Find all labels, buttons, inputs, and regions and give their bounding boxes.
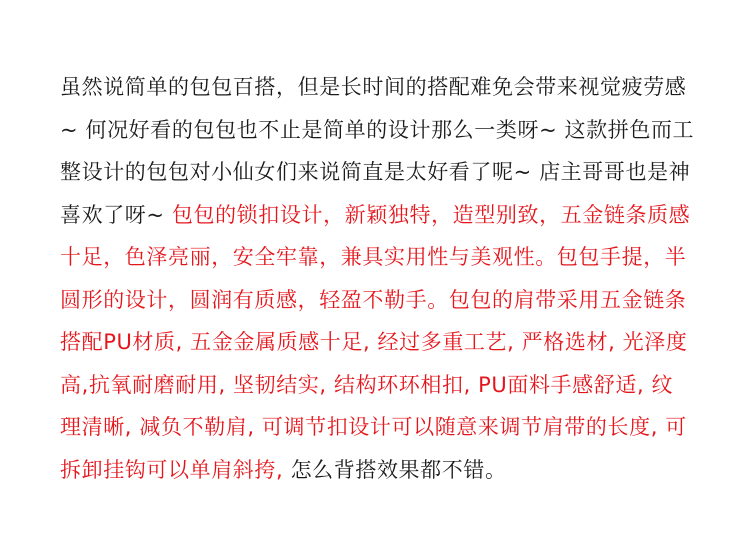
text-line <box>60 66 700 109</box>
closing-text-segment: 怎么背搭效果都不错。 <box>290 457 507 482</box>
text-line <box>60 406 700 449</box>
description-paragraph <box>60 66 700 491</box>
text-segment: 喜欢了呀~ <box>60 202 172 227</box>
text-segment: ~ 何况好看的包包也不止是简单的设计那么一类呀~ 这款拼色而工 <box>60 117 695 142</box>
text-line <box>60 449 700 492</box>
text-line <box>60 279 700 322</box>
highlight-segment: 圆形的设计，圆润有质感，轻盈不勒手。包包的肩带采用五金链条 <box>60 287 687 312</box>
text-line <box>60 194 700 237</box>
highlight-segment: 高,抗氧耐磨耐用, 坚韧结实, 结构环环相扣, PU面料手感舒适, 纹 <box>60 372 674 397</box>
highlight-segment: 拆卸挂钩可以单肩斜挎, <box>60 457 291 482</box>
text-line <box>60 151 700 194</box>
text-segment: 整设计的包包对小仙女们来说简直是太好看了呢~ 店主哥哥也是神 <box>60 160 691 184</box>
text-line <box>60 364 700 407</box>
highlight-segment: 搭配PU材质, 五金金属质感十足, 经过多重工艺, 严格选材, 光泽度 <box>60 330 688 354</box>
text-segment: 虽然说简单的包包百搭，但是长时间的搭配难免会带来视觉疲劳感 <box>60 75 687 99</box>
text-line <box>60 109 700 152</box>
highlight-segment: 理清晰, 减负不勒肩, 可调节扣设计可以随意来调节肩带的长度, 可 <box>60 415 687 439</box>
highlight-segment: 包包的锁扣设计，新颖独特，造型别致，五金链条质感 <box>171 202 691 227</box>
text-line <box>60 321 700 364</box>
highlight-segment: 十足，色泽亮丽，安全牢靠，兼具实用性与美观性。包包手提，半 <box>60 245 687 269</box>
text-line <box>60 236 700 279</box>
